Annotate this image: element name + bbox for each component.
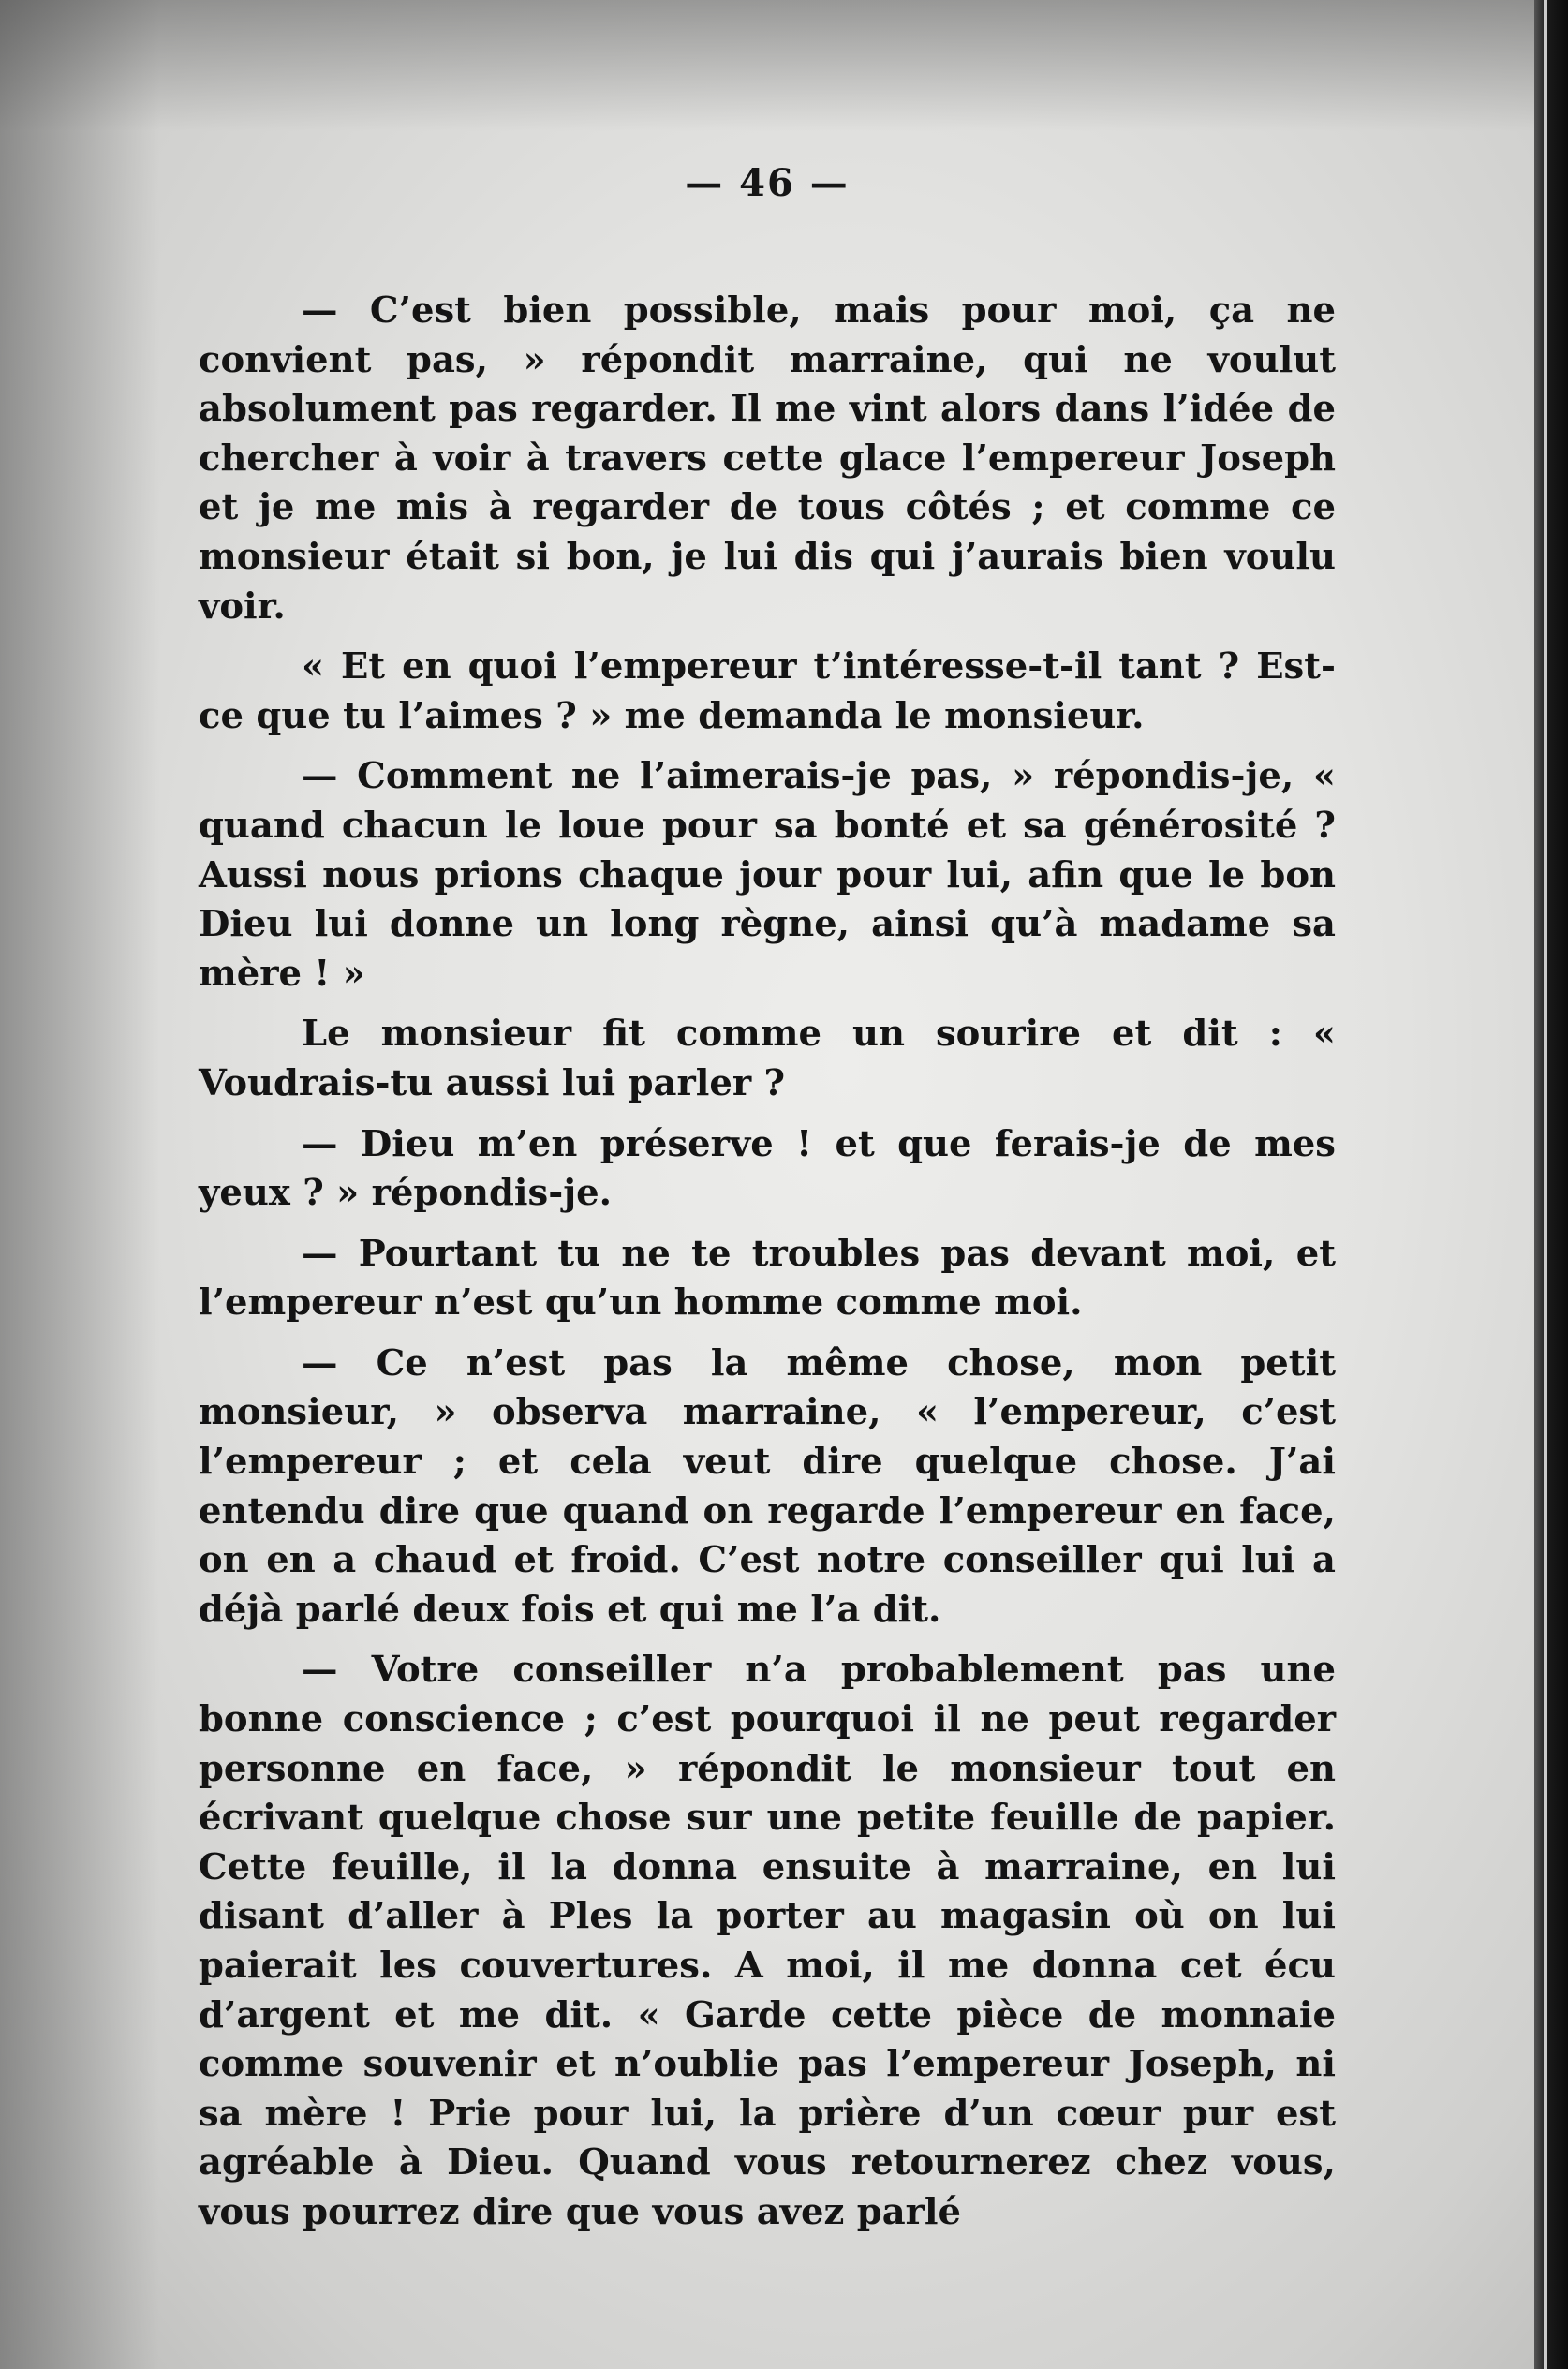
- paragraph: — Ce n’est pas la même chose, mon petit monsieur, » observa marraine, « l’empereur, c’est l’empereur ; et cela veut dire quelque chose. J’ai entendu dire que quand on regarde l’empereur en face, on en a chaud et froid. C’est notre conseiller qui lui a déjà parlé deux fois et qui me l’a dit.: [199, 1341, 1336, 1631]
- paragraph: « Et en quoi l’empereur t’intéresse-t-il tant ? Est-ce que tu l’aimes ? » me demanda le monsieur.: [199, 645, 1336, 737]
- body-text: [199, 287, 1336, 2238]
- paragraph: — Comment ne l’aimerais-je pas, » répondis-je, « quand chacun le loue pour sa bonté et sa générosité ? Aussi nous prions chaque jour pour lui, afin que le bon Dieu lui donne un long règne, ainsi qu’à madame sa mère ! »: [199, 755, 1336, 995]
- paragraph: — Pourtant tu ne te troubles pas devant moi, et l’empereur n’est qu’un homme comme moi.: [199, 1232, 1336, 1325]
- page-edge-line: [1544, 0, 1547, 2369]
- paragraph: — Votre conseiller n’a probablement pas une bonne conscience ; c’est pourquoi il ne peut regarder personne en face, » répondit le monsieur tout en écrivant quelque chose sur une petite feuille de papier. Cette feuille, il la donna ensuite à marraine, en lui disant d’aller à Ples la porter au magasin où on lui paierait les couvertures. A moi, il me donna cet écu d’argent et me dit. « Garde cette pièce de monnaie comme souvenir et n’oublie pas l’empereur Joseph, ni sa mère ! Prie pour lui, la prière d’un cœur pur est agréable à Dieu. Quand vous retournerez chez vous, vous pourrez dire que vous avez parlé: [199, 1649, 1336, 2233]
- page-number: — 46 —: [685, 161, 850, 205]
- paragraph: — Dieu m’en préserve ! et que ferais-je de mes yeux ? » répondis-je.: [199, 1122, 1336, 1215]
- book-spine-edge: [1534, 0, 1568, 2369]
- paragraph: — C’est bien possible, mais pour moi, ça ne convient pas, » répondit marraine, qui ne voulut absolument pas regarder. Il me vint alors dans l’idée de chercher à voir à travers cette glace l’empereur Joseph et je me mis à regarder de tous côtés ; et comme ce monsieur était si bon, je lui dis qui j’aurais bien voulu voir.: [199, 289, 1336, 628]
- paragraph: Le monsieur fit comme un sourire et dit : « Voudrais-tu aussi lui parler ?: [199, 1013, 1336, 1104]
